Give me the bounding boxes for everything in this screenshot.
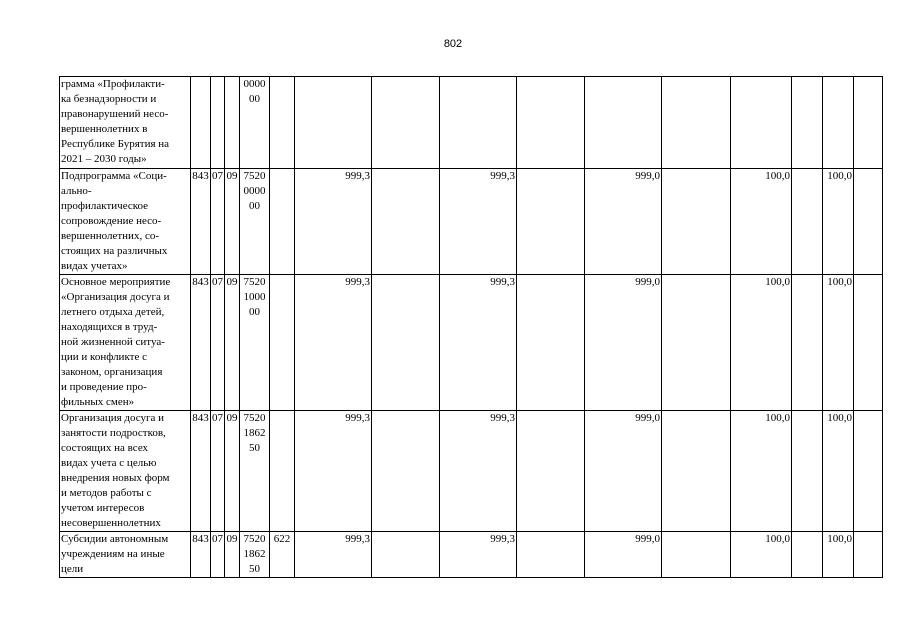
row-name: Субсидии автономным учреждениям на иные цели bbox=[61, 533, 169, 575]
table-row bbox=[60, 411, 883, 532]
empty-cell bbox=[854, 275, 883, 411]
percent-2-cell: 100,0 bbox=[823, 275, 854, 411]
ministry-cell: 843 bbox=[191, 532, 211, 578]
row-name-cell bbox=[60, 275, 191, 411]
empty-cell bbox=[517, 77, 585, 169]
value-2-cell bbox=[440, 77, 517, 169]
percent-2-cell: 100,0 bbox=[823, 169, 854, 275]
percent-2-cell: 100,0 bbox=[823, 411, 854, 532]
empty-cell bbox=[792, 169, 823, 275]
table-row bbox=[60, 77, 883, 169]
row-name-cell bbox=[60, 77, 191, 169]
empty-cell bbox=[662, 77, 731, 169]
section-cell: 07 bbox=[211, 275, 225, 411]
value-1-cell bbox=[295, 77, 372, 169]
percent-1-cell: 100,0 bbox=[731, 169, 792, 275]
expense-type-cell: 622 bbox=[270, 532, 295, 578]
ministry-cell: 843 bbox=[191, 275, 211, 411]
value-3-cell: 999,0 bbox=[585, 169, 662, 275]
empty-cell bbox=[662, 411, 731, 532]
empty-cell bbox=[854, 169, 883, 275]
page-number: 802 bbox=[443, 38, 463, 50]
row-name-cell bbox=[60, 411, 191, 532]
target-article: 7520 0000 00 bbox=[243, 170, 266, 212]
budget-table bbox=[59, 76, 883, 578]
subsection-cell: 09 bbox=[225, 411, 240, 532]
value-3-cell bbox=[585, 77, 662, 169]
table-row bbox=[60, 169, 883, 275]
section-cell: 07 bbox=[211, 169, 225, 275]
target-article-cell bbox=[240, 411, 270, 532]
empty-cell bbox=[372, 169, 440, 275]
target-article-cell bbox=[240, 532, 270, 578]
row-name: грамма «Профилакти- ка безнадзорности и правонарушений несо- вершеннолетних в Республике Бурятия на 2021 – 2030 годы» bbox=[61, 78, 170, 165]
section-cell: 07 bbox=[211, 532, 225, 578]
row-name: Подпрограмма «Соци- ально- профилактическое сопровождение несо- вершеннолетних, со- стоящих на различных видах учетах» bbox=[61, 170, 168, 272]
subsection-cell: 09 bbox=[225, 275, 240, 411]
section-cell bbox=[211, 77, 225, 169]
empty-cell bbox=[662, 275, 731, 411]
value-2-cell: 999,3 bbox=[440, 275, 517, 411]
target-article: 7520 1862 50 bbox=[243, 533, 266, 575]
expense-type-cell bbox=[270, 169, 295, 275]
empty-cell bbox=[517, 532, 585, 578]
value-2-cell: 999,3 bbox=[440, 532, 517, 578]
expense-type-cell bbox=[270, 77, 295, 169]
percent-2-cell: 100,0 bbox=[823, 532, 854, 578]
percent-1-cell: 100,0 bbox=[731, 411, 792, 532]
empty-cell bbox=[792, 532, 823, 578]
section-cell: 07 bbox=[211, 411, 225, 532]
target-article-cell bbox=[240, 169, 270, 275]
subsection-cell bbox=[225, 77, 240, 169]
percent-1-cell: 100,0 bbox=[731, 275, 792, 411]
empty-cell bbox=[372, 275, 440, 411]
table-row bbox=[60, 275, 883, 411]
empty-cell bbox=[854, 77, 883, 169]
row-name: Организация досуга и занятости подростков, состоящих на всех видах учета с целью внедрения новых форм и методов работы с учетом интересов несовершеннолетних bbox=[61, 412, 170, 529]
expense-type-cell bbox=[270, 411, 295, 532]
value-3-cell: 999,0 bbox=[585, 532, 662, 578]
value-1-cell: 999,3 bbox=[295, 411, 372, 532]
empty-cell bbox=[662, 532, 731, 578]
value-1-cell: 999,3 bbox=[295, 169, 372, 275]
empty-cell bbox=[662, 169, 731, 275]
percent-2-cell bbox=[823, 77, 854, 169]
empty-cell bbox=[517, 275, 585, 411]
empty-cell bbox=[792, 77, 823, 169]
table-row bbox=[60, 532, 883, 578]
empty-cell bbox=[854, 532, 883, 578]
value-3-cell: 999,0 bbox=[585, 411, 662, 532]
expense-type-cell bbox=[270, 275, 295, 411]
empty-cell bbox=[372, 532, 440, 578]
target-article: 0000 00 bbox=[243, 78, 266, 105]
value-1-cell: 999,3 bbox=[295, 532, 372, 578]
subsection-cell: 09 bbox=[225, 169, 240, 275]
value-2-cell: 999,3 bbox=[440, 169, 517, 275]
target-article: 7520 1000 00 bbox=[243, 276, 266, 318]
row-name-cell bbox=[60, 169, 191, 275]
percent-1-cell bbox=[731, 77, 792, 169]
row-name-cell bbox=[60, 532, 191, 578]
target-article: 7520 1862 50 bbox=[243, 412, 266, 454]
value-3-cell: 999,0 bbox=[585, 275, 662, 411]
subsection-cell: 09 bbox=[225, 532, 240, 578]
empty-cell bbox=[854, 411, 883, 532]
value-1-cell: 999,3 bbox=[295, 275, 372, 411]
target-article-cell bbox=[240, 77, 270, 169]
value-2-cell: 999,3 bbox=[440, 411, 517, 532]
empty-cell bbox=[792, 411, 823, 532]
empty-cell bbox=[517, 411, 585, 532]
ministry-cell bbox=[191, 77, 211, 169]
empty-cell bbox=[792, 275, 823, 411]
empty-cell bbox=[372, 411, 440, 532]
percent-1-cell: 100,0 bbox=[731, 532, 792, 578]
row-name: Основное мероприятие «Организация досуга и летнего отдыха детей, находящихся в труд- ной жизненной ситуа- ции и конфликте с законом, организация и проведение про- фильных смен» bbox=[61, 276, 171, 408]
target-article-cell bbox=[240, 275, 270, 411]
empty-cell bbox=[517, 169, 585, 275]
ministry-cell: 843 bbox=[191, 169, 211, 275]
empty-cell bbox=[372, 77, 440, 169]
ministry-cell: 843 bbox=[191, 411, 211, 532]
